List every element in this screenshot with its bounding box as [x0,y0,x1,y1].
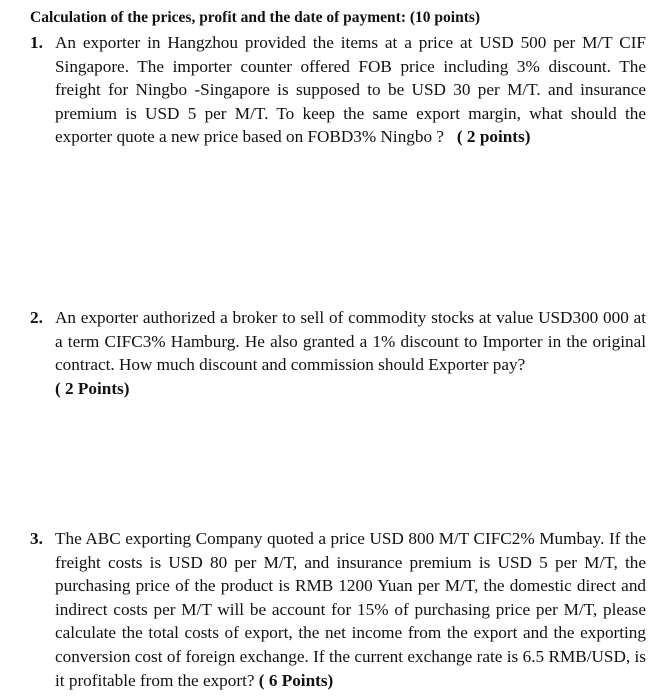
question-points: ( 2 Points) [55,378,130,398]
question-number: 3. [30,529,43,548]
question-2 [30,306,646,400]
question-points: ( 2 points) [456,127,531,147]
question-1 [30,31,646,149]
question-body [55,306,646,400]
question-body [55,31,646,149]
question-body [55,527,646,692]
question-text: An exporter authorized a broker to sell of commodity stocks at value USD300 000 at a term CIFC3% Hamburg. He also granted a 1% discount to Importer in the original contract. How much discount and commission should Exporter pay? [55,308,646,375]
question-text: An exporter in Hangzhou provided the items at a price at USD 500 per M/T CIF Singapore. The importer counter offered FOB price including 3% discount. The freight for Ningbo -Singapore is supposed to be USD 30 per M/T. and insurance premium is USD 5 per M/T. To keep the same export margin, what should the exporter quote a new price based on FOBD3% Ningbo ? [55,33,646,147]
question-number: 2. [30,308,43,327]
question-points: ( 6 Points) [258,670,334,690]
question-3 [30,527,646,692]
section-heading: Calculation of the prices, profit and the date of payment: (10 points) [30,9,481,26]
question-number: 1. [30,33,43,52]
question-text: The ABC exporting Company quoted a price USD 800 M/T CIFC2% Mumbay. If the freight costs is USD 80 per M/T, and insurance premium is USD 5 per M/T, the purchasing price of the product is RMB 1200 Yuan per M/T, the domestic direct and indirect costs per M/T will be account for 15% of purchasing price per M/T, please calculate the total costs of export, the net income from the export and the exporting conversion cost of foreign exchange. If the current exchange rate is 6.5 RMB/USD, is it profitable from the export? [55,529,646,690]
